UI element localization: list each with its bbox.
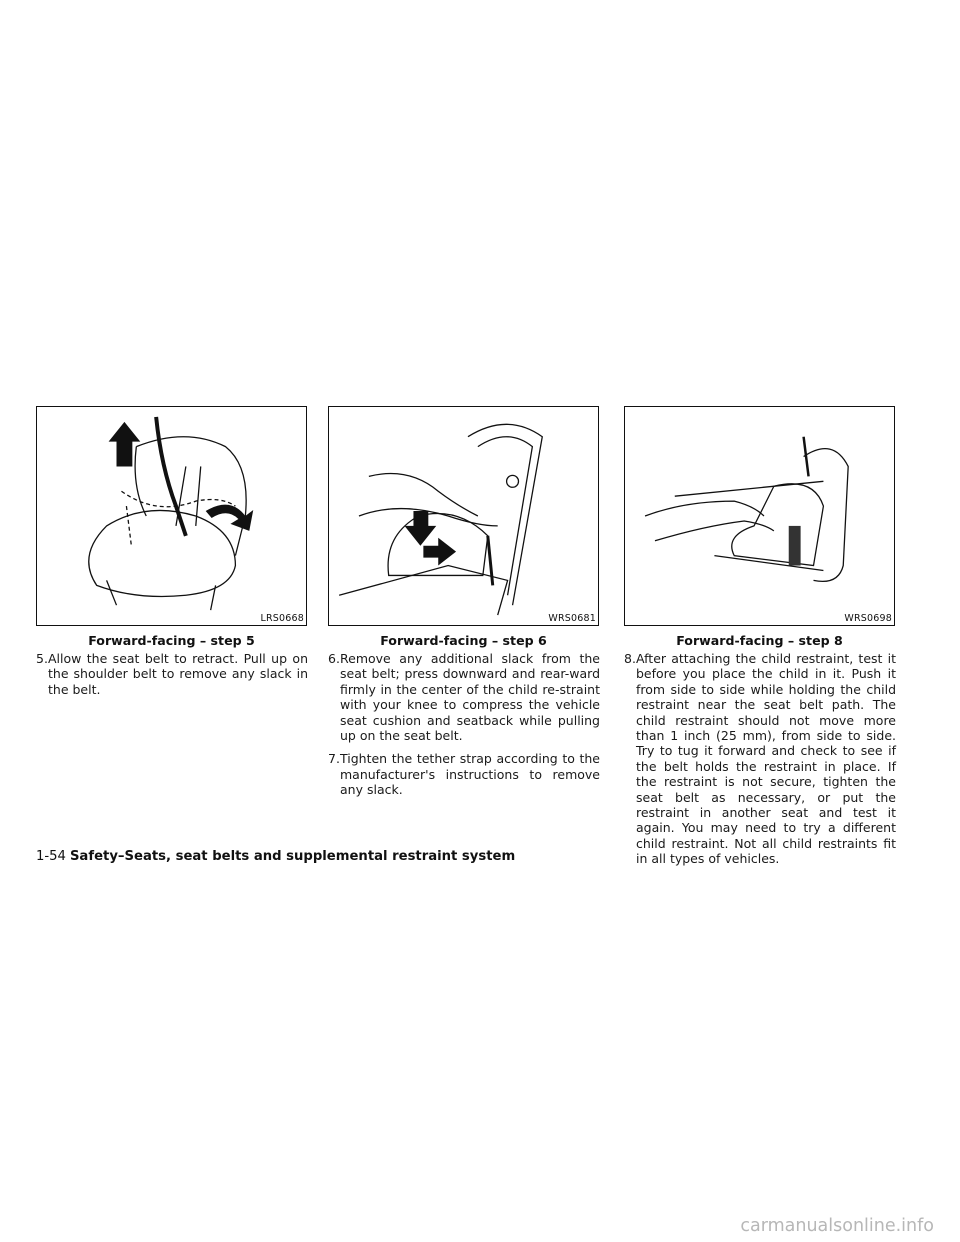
figure-child-seat-step5 xyxy=(36,406,307,626)
illustration-test-restraint xyxy=(625,407,894,625)
illustration-seat-belt-retract xyxy=(37,407,306,625)
step-text: Remove any additional slack from the seat belt; press downward and rear-ward firmly in the center of the child re-straint with your knee to compress the vehicle seat cushion and seatback while pulling up on the seat belt. xyxy=(340,651,600,744)
figure-caption: Forward-facing – step 6 xyxy=(380,633,547,648)
figure-code: WRS0681 xyxy=(548,613,596,624)
text-column-left xyxy=(36,651,308,705)
figure-caption: Forward-facing – step 8 xyxy=(676,633,843,648)
text-column-right xyxy=(624,651,896,875)
step-number: 8. xyxy=(624,651,636,666)
step-text: Tighten the tether strap according to the manufacturer's instructions to remove any slack. xyxy=(340,751,600,798)
step-number: 5. xyxy=(36,651,48,666)
step-item xyxy=(624,651,896,867)
figure-code: WRS0698 xyxy=(844,613,892,624)
page-number: 1-54 xyxy=(36,849,66,864)
text-column-middle xyxy=(328,651,600,806)
step-text: Allow the seat belt to retract. Pull up on the shoulder belt to remove any slack in the belt. xyxy=(48,651,308,697)
step-item xyxy=(328,751,600,797)
step-item xyxy=(328,651,600,743)
page-footer xyxy=(36,849,515,864)
figure-child-seat-step8 xyxy=(624,406,895,626)
figure-code: LRS0668 xyxy=(260,613,304,624)
step-number: 6. xyxy=(328,651,340,666)
step-number: 7. xyxy=(328,751,340,767)
watermark: carmanualsonline.info xyxy=(740,1216,934,1236)
step-text: After attaching the child restraint, test it before you place the child in it. Push it from side to side while holding the child restraint near the seat belt path. The child restraint should not move more than 1 inch (25 mm), from side to side. Try to tug it forward and check to see if the belt holds the restraint in place. If the restraint is not secure, tighten the seat belt as necessary, or put the restraint in another seat and test it again. You may need to try a different child restraint. Not all child restraints fit in all types of vehicles. xyxy=(636,651,896,867)
section-title: Safety–Seats, seat belts and supplemental restraint system xyxy=(69,849,516,864)
figure-child-seat-step6 xyxy=(328,406,599,626)
step-item xyxy=(36,651,308,697)
figure-caption: Forward-facing – step 5 xyxy=(88,633,255,648)
illustration-knee-compress xyxy=(329,407,598,625)
